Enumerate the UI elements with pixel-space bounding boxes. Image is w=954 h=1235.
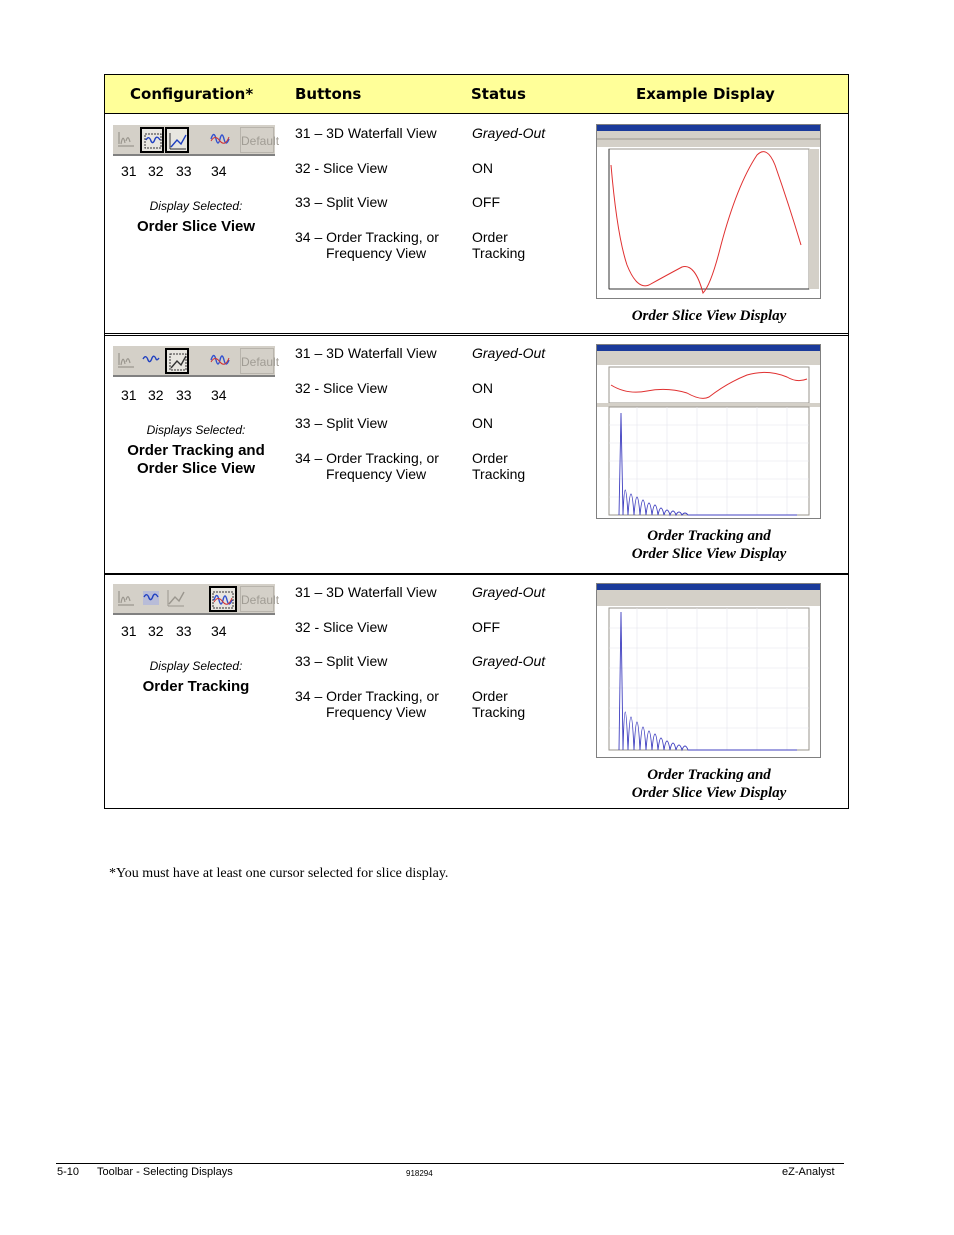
order-tracking-icon (209, 127, 233, 153)
button-desc-31: 31 – 3D Waterfall View (295, 584, 437, 600)
button-numbers: 31 32 33 34 (121, 623, 227, 639)
display-name: Order Tracking and Order Slice View (127, 442, 265, 477)
slice-view-icon (140, 586, 164, 612)
table-row-2 (105, 337, 848, 572)
header-status: Status (471, 85, 526, 103)
status-32: ON (472, 380, 493, 396)
toolbar-image (113, 583, 280, 615)
button-desc-32: 32 - Slice View (295, 619, 388, 635)
status-32: OFF (472, 619, 500, 635)
status-31: Grayed-Out (472, 125, 546, 141)
header-buttons: Buttons (295, 85, 362, 103)
status-33: ON (472, 415, 493, 431)
header-example-display: Example Display (636, 85, 775, 103)
table-header (105, 75, 848, 114)
waterfall-icon (115, 348, 139, 374)
default-button-image: Default (240, 586, 274, 612)
button-numbers: 31 32 33 34 (121, 163, 227, 179)
waterfall-icon (115, 127, 139, 153)
footer-doc-number: 918294 (406, 1169, 433, 1178)
waterfall-icon (115, 586, 139, 612)
display-config-table (104, 74, 849, 809)
footer-product: eZ-Analyst (782, 1166, 835, 1178)
example-screenshot (596, 583, 821, 758)
button-desc-32: 32 - Slice View (295, 160, 388, 176)
button-desc-33: 33 – Split View (295, 653, 388, 669)
toolbar-image (113, 345, 280, 377)
display-selected-label: Display Selected: (149, 199, 243, 213)
split-view-icon (165, 348, 189, 374)
table-row-3 (105, 575, 848, 810)
footer-rule (56, 1163, 844, 1164)
status-31: Grayed-Out (472, 584, 546, 600)
table-row-1 (105, 114, 848, 333)
footnote: *You must have at least one cursor selected for slice display. (109, 866, 449, 881)
status-34: Order Tracking (472, 688, 526, 720)
row-divider (105, 333, 848, 336)
status-33: OFF (472, 194, 500, 210)
status-34: Order Tracking (472, 229, 526, 261)
button-desc-34: 34 – Order Tracking, or Frequency View (295, 688, 439, 720)
example-screenshot (596, 344, 821, 519)
example-screenshot (596, 124, 821, 299)
button-desc-32: 32 - Slice View (295, 380, 388, 396)
status-32: ON (472, 160, 493, 176)
default-button-image: Default (240, 348, 274, 374)
display-name: Order Slice View (136, 218, 256, 235)
status-33: Grayed-Out (472, 653, 546, 669)
display-name: Order Tracking (142, 678, 250, 695)
footer-page-number: 5-10 (57, 1166, 80, 1178)
button-desc-34: 34 – Order Tracking, or Frequency View (295, 450, 439, 482)
example-caption: Order Slice View Display (631, 308, 787, 324)
button-numbers: 31 32 33 34 (121, 387, 227, 403)
button-desc-34: 34 – Order Tracking, or Frequency View (295, 229, 439, 261)
button-desc-31: 31 – 3D Waterfall View (295, 345, 437, 361)
split-view-icon (165, 586, 189, 612)
toolbar-image (113, 124, 280, 156)
default-button-image: Default (240, 127, 274, 153)
header-configuration: Configuration* (130, 85, 254, 103)
example-caption: Order Tracking and Order Slice View Display (631, 528, 787, 562)
status-34: Order Tracking (472, 450, 526, 482)
button-desc-33: 33 – Split View (295, 194, 388, 210)
order-tracking-icon (209, 586, 237, 612)
display-selected-label: Display Selected: (149, 659, 243, 673)
display-selected-label: Displays Selected: (146, 423, 246, 437)
split-view-icon (165, 127, 189, 153)
status-31: Grayed-Out (472, 345, 546, 361)
button-desc-33: 33 – Split View (295, 415, 388, 431)
slice-view-icon (140, 127, 164, 153)
footer-section: Toolbar - Selecting Displays (97, 1166, 233, 1178)
example-caption: Order Tracking and Order Slice View Display (631, 767, 787, 801)
order-tracking-icon (209, 348, 233, 374)
button-desc-31: 31 – 3D Waterfall View (295, 125, 437, 141)
slice-view-icon (140, 348, 164, 374)
